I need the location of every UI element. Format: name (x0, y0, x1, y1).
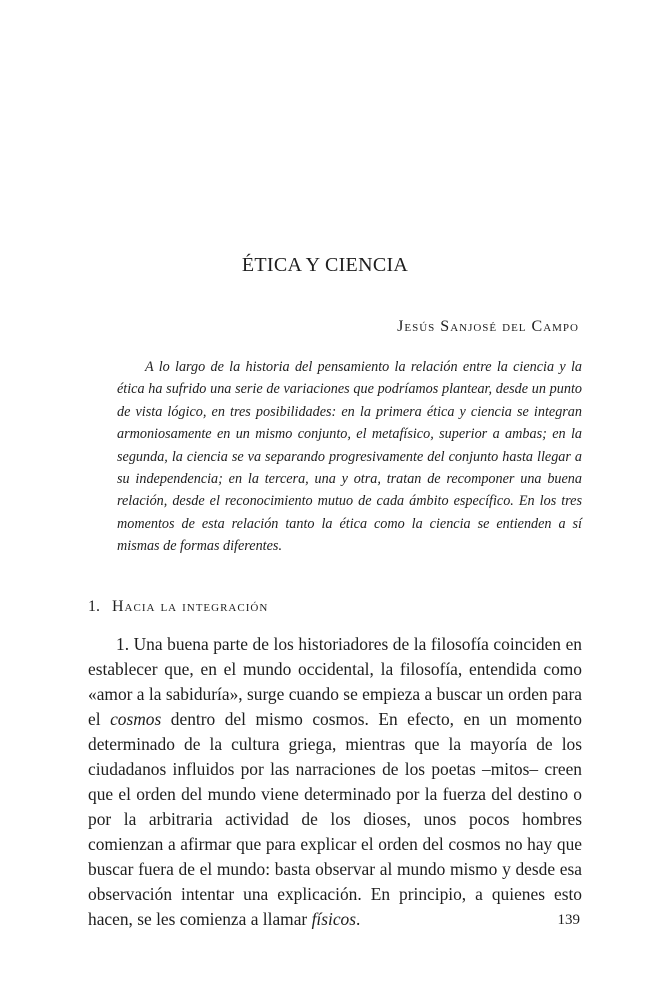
paragraph-text-3: . (356, 909, 361, 929)
author-name: Jesús Sanjosé del Campo (397, 318, 579, 335)
italic-term-cosmos: cosmos (110, 709, 162, 729)
section-heading (88, 598, 268, 616)
abstract-text: A lo largo de la historia del pensamiento la relación entre la ciencia y la ética ha sufrido una serie de variaciones que podríamos plantear, desde un punto de vista lógico, en tres posibilidades: en la primera ética y ciencia se integran armoniosamente en un mismo conjunto, el metafísico, superior a ambas; en la segunda, la ciencia se va separando progresivamente del conjunto hasta llegar a su independencia; en la tercera, una y otra, tratan de recomponer una buena relación, desde el reconocimiento mutuo de cada ámbito específico. En los tres momentos de esta relación tanto la ética como la ciencia se entienden a sí mismas de formas diferentes. (117, 359, 582, 555)
chapter-title: ÉTICA Y CIENCIA (241, 254, 409, 276)
section-title: Hacia la integración (112, 598, 269, 615)
paragraph-text-1: 1. Una buena parte de los historiadores de la filosofía coinciden en establecer que, en el mundo occidental, la filosofía, entendida como «amor a la sabiduría», surge cuando se empieza a buscar un orden para el (88, 634, 582, 729)
paragraph-text-2: dentro del mismo cosmos. En efecto, en un momento determinado de la cultura griega, mientras que la mayoría de los ciudadanos influidos por las narraciones de los poetas –mitos– creen que el orden del mundo viene determinado por la fuerza del destino o por la arbitraria actividad de los dioses, unos pocos hombres comienzan a afirmar que para explicar el orden del cosmos no hay que buscar fuera de el mundo: basta observar al mundo mismo y desde esa observación intentar una explicación. En principio, a quienes esto hacen, se les comienza a llamar (88, 709, 582, 929)
body-paragraph (88, 632, 582, 932)
section-number: 1. (88, 598, 100, 615)
italic-term-fisicos: físicos (311, 909, 357, 929)
page-number: 139 (557, 912, 580, 928)
